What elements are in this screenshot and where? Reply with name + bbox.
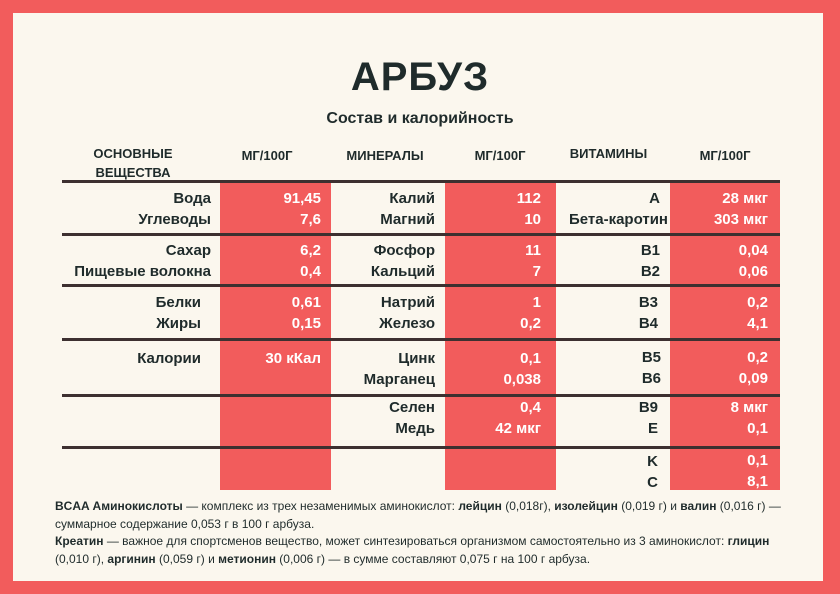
page-title: АРБУЗ [350,55,490,99]
mineral-name: Натрий [380,294,435,311]
vitamin-name: K [647,453,658,470]
vitamin-value: 0,2 [747,294,768,311]
vitamin-value: 0,04 [738,242,768,259]
basic-name: Пищевые волокна [74,263,211,280]
vitamin-name: B2 [640,263,660,280]
header-basic: ОСНОВНЫЕ ВЕЩЕСТВА [93,146,173,180]
vitamin-name: B5 [641,349,661,366]
vitamin-value: 303 мкг [713,211,768,228]
basic-name: Калории [137,350,201,367]
vitamin-value: 4,1 [747,315,768,332]
header-basic-unit: МГ/100Г [241,148,293,163]
mineral-value: 0,1 [520,350,541,367]
mineral-value: 0,038 [503,371,541,388]
bcaa-note [55,498,795,533]
basic-name: Вода [173,190,211,207]
basic-value: 6,2 [300,242,321,259]
vitamin-name: B3 [638,294,658,311]
bcaa-text: — комплекс из трех незаменимых аминокислот: [182,499,459,513]
mineral-value: 0,4 [520,399,541,416]
bcaa-text: (0,018г), [501,499,555,513]
vitamin-value: 0,09 [738,370,768,387]
mineral-value: 11 [525,242,541,259]
vitamin-value: 8,1 [747,473,768,490]
basic-value: 0,61 [291,294,321,311]
basic-name: Белки [155,294,201,311]
vitamin-name: B9 [638,399,658,416]
mineral-value: 7 [532,263,541,280]
mineral-value: 42 мкг [495,420,541,437]
basic-value: 0,4 [300,263,321,280]
valine-term: валин [680,499,717,513]
vitamin-value: 28 мкг [722,190,768,207]
bcaa-text: (0,016 г) — суммарное содержание 0,053 г в 100 г арбуза. [55,499,781,531]
vitamin-name: E [647,420,658,437]
vitamin-name: B6 [641,370,661,387]
methionine-term: метионин [218,551,276,566]
arginine-term: аргинин [107,551,156,566]
vitamin-value: 8 мкг [730,399,768,416]
mineral-name: Магний [380,211,435,228]
header-minerals: МИНЕРАЛЫ [346,148,424,163]
header-vitamins: ВИТАМИНЫ [569,146,648,161]
vitamin-value: 0,2 [747,349,768,366]
table-rule [62,446,780,449]
mineral-name: Селен [389,399,435,416]
leucine-term: лейцин [458,499,502,513]
footer-notes [55,498,795,568]
vitamin-value: 0,1 [747,420,768,437]
basic-name: Жиры [156,315,201,332]
mineral-name: Марганец [363,371,435,388]
basic-value: 91,45 [283,190,321,207]
table-rule [62,338,780,341]
mineral-value: 10 [524,211,541,228]
vitamin-name: A [649,190,660,207]
bcaa-text: (0,019 г) и [617,499,681,513]
header-vitamins-unit: МГ/100Г [699,148,751,163]
creatine-note [55,533,795,568]
basic-name: Сахар [165,242,211,259]
basic-value: 0,15 [291,315,321,332]
bcaa-term: BCAA Аминокислоты [55,499,183,513]
vitamin-name: C [647,474,658,491]
basic-value: 30 кКал [265,350,321,367]
isoleucine-term: изолейцин [554,499,618,513]
mineral-name: Кальций [370,263,435,280]
mineral-name: Цинк [398,350,435,367]
creatine-text: (0,010 г), [55,551,108,566]
table-rule [62,284,780,287]
mineral-name: Медь [395,420,435,437]
vitamin-name: B4 [638,315,658,332]
table-rule [62,180,780,183]
vitamin-name: B1 [640,242,660,259]
mineral-value: 0,2 [520,315,541,332]
creatine-text: (0,059 г) и [155,551,219,566]
mineral-name: Калий [389,190,435,207]
mineral-value: 1 [532,294,541,311]
vitamin-value: 0,1 [747,452,768,469]
page-subtitle: Состав и калорийность [326,110,514,127]
basic-value: 7,6 [300,211,321,228]
creatine-text: — важное для спортсменов вещество, может синтезироваться организмом самостоятельно из 3 аминокислот: [103,534,728,548]
creatine-text: (0,006 г) — в сумме составляют 0,075 г на 100 г арбуза. [275,551,591,566]
header-minerals-unit: МГ/100Г [474,148,526,163]
glycine-term: глицин [727,534,770,548]
creatine-term: Креатин [55,534,104,548]
mineral-value: 112 [516,190,541,207]
vitamin-name: Бета-каротин [568,211,668,228]
mineral-name: Фосфор [373,242,435,259]
basic-name: Углеводы [138,211,211,228]
vitamin-value: 0,06 [738,263,768,280]
mineral-name: Железо [379,315,435,332]
table-rule [62,233,780,236]
